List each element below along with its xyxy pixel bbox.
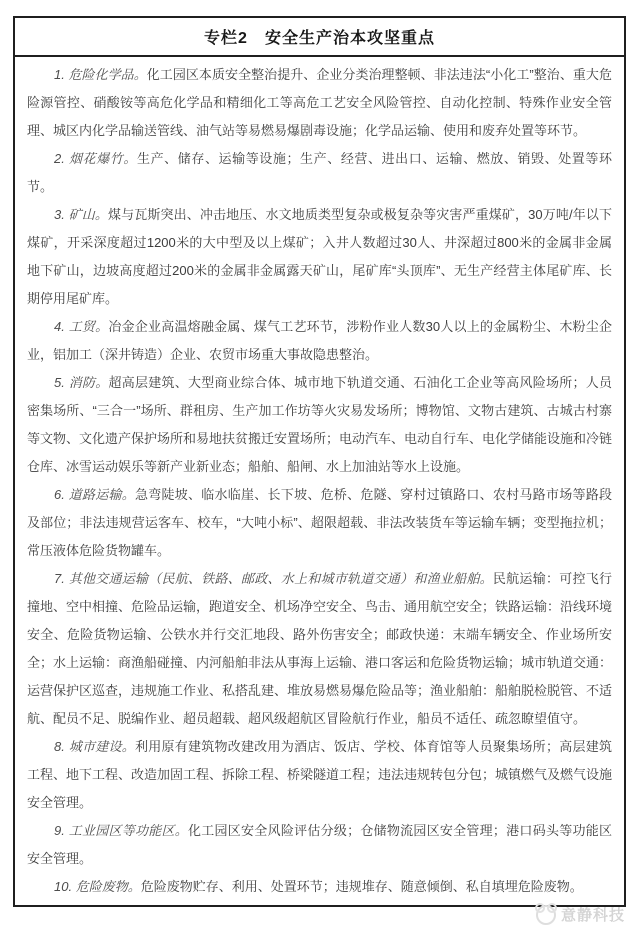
paragraph-category: 消防。 bbox=[68, 375, 109, 390]
paragraph-text: 民航运输：可控飞行撞地、空中相撞、危险品运输，跑道安全、机场净空安全、鸟击、通用航空安全；铁路运输：沿线环境安全、危险货物运输、公铁水并行交汇地段、路外伤害安全；邮政快递：末端车辆安全、作业场所安全；水上运输：商渔船碰撞、内河船舶非法从事海上运输、港口客运和危险货物运输；城市轨道交通：运营保护区巡查，违规施工作业、私搭乱建、堆放易燃易爆危险品等；渔业船舶：船舶脱检脱管、不适航、配员不足、脱编作业、超员超载、超风级超航区冒险航行作业，船员不适任、疏忽瞭望值守。 bbox=[27, 571, 613, 726]
watermark-logo-icon bbox=[536, 905, 556, 925]
paragraph-item bbox=[27, 817, 612, 873]
paragraph-number: 4. bbox=[54, 319, 65, 334]
paragraph-item bbox=[27, 733, 612, 817]
paragraph-text: 急弯陡坡、临水临崖、长下坡、危桥、危隧、穿村过镇路口、农村马路市场等路段及部位；非法违规营运客车、校车，“大吨小标”、超限超载、非法改装货车等运输车辆；变型拖拉机；常压液体危险货物罐车。 bbox=[27, 487, 612, 558]
paragraph-text: 危险废物贮存、利用、处置环节；违规堆存、随意倾倒、私自填埋危险废物。 bbox=[140, 879, 583, 894]
paragraph-number: 9. bbox=[54, 823, 65, 838]
paragraph-text: 生产、储存、运输等设施；生产、经营、进出口、运输、燃放、销毁、处置等环节。 bbox=[27, 151, 612, 194]
paragraph-category: 烟花爆竹。 bbox=[69, 151, 137, 166]
paragraph-number: 7. bbox=[54, 571, 65, 586]
paragraph-text: 化工园区安全风险评估分级；仓储物流园区安全管理；港口码头等功能区安全管理。 bbox=[27, 823, 612, 866]
paragraph-item bbox=[27, 145, 612, 201]
box-body bbox=[15, 57, 624, 905]
paragraph-text: 超高层建筑、大型商业综合体、城市地下轨道交通、石油化工企业等高风险场所；人员密集场所、“三合一”场所、群租房、生产加工作坊等火灾易发场所；博物馆、文物古建筑、古城古村寨等文物、文化遗产保护场所和易地扶贫搬迁安置场所；电动汽车、电动自行车、电化学储能设施和冷链仓库、冰雪运动娱乐等新产业新业态；船舶、船闸、水上加油站等水上设施。 bbox=[27, 375, 613, 474]
paragraph-number: 10. bbox=[54, 879, 73, 894]
paragraph-item bbox=[27, 565, 612, 733]
column-box bbox=[13, 16, 626, 907]
paragraph-text: 利用原有建筑物改建改用为酒店、饭店、学校、体育馆等人员聚集场所；高层建筑工程、地下工程、改造加固工程、拆除工程、桥梁隧道工程；违法违规转包分包；城镇燃气及燃气设施安全管理。 bbox=[27, 739, 613, 810]
paragraph-category: 危险废物。 bbox=[75, 879, 141, 894]
paragraph-category: 矿山。 bbox=[68, 207, 108, 222]
paragraph-item bbox=[27, 873, 612, 901]
paragraph-number: 2. bbox=[54, 151, 65, 166]
paragraph-item bbox=[27, 313, 612, 369]
paragraph-category: 危险化学品。 bbox=[68, 67, 147, 82]
paragraph-number: 1. bbox=[54, 67, 65, 82]
paragraph-category: 工贸。 bbox=[68, 319, 109, 334]
paragraph-number: 8. bbox=[54, 739, 65, 754]
watermark-text: 意静科技 bbox=[560, 907, 625, 924]
paragraph-text: 化工园区本质安全整治提升、企业分类治理整顿、非法违法“小化工”整治、重大危险源管控、硝酸铵等高危化学品和精细化工等高危工艺安全风险管控、自动化控制、特殊作业安全管理、城区内化学品输送管线、油气站等易燃易爆剧毒设施；化学品运输、使用和废弃处置等环节。 bbox=[27, 67, 612, 138]
paragraph-category: 其他交通运输（民航、铁路、邮政、水上和城市轨道交通）和渔业船舶。 bbox=[68, 571, 493, 586]
paragraph-item bbox=[27, 369, 612, 481]
paragraph-item bbox=[27, 481, 612, 565]
paragraph-text: 煤与瓦斯突出、冲击地压、水文地质类型复杂或极复杂等灾害严重煤矿，30万吨/年以下煤矿，开采深度超过1200米的大中型及以上煤矿；入井人数超过30人、井深超过800米的金属非金属地下矿山，边坡高度超过200米的金属非金属露天矿山，尾矿库“头顶库”、无生产经营主体尾矿库、长期停用尾矿库。 bbox=[27, 207, 612, 306]
paragraph-category: 城市建设。 bbox=[68, 739, 135, 754]
paragraph-text: 冶金企业高温熔融金属、煤气工艺环节，涉粉作业人数30人以上的金属粉尘、木粉尘企业，铝加工（深井铸造）企业、农贸市场重大事故隐患整治。 bbox=[27, 319, 612, 362]
watermark bbox=[536, 904, 625, 925]
paragraph-number: 3. bbox=[54, 207, 65, 222]
paragraph-number: 6. bbox=[54, 487, 65, 502]
paragraph-number: 5. bbox=[54, 375, 65, 390]
paragraph-category: 工业园区等功能区。 bbox=[68, 823, 189, 838]
paragraph-item bbox=[27, 201, 612, 313]
paragraph-category: 道路运输。 bbox=[68, 487, 135, 502]
box-title: 专栏2 安全生产治本攻坚重点 bbox=[15, 18, 624, 57]
paragraph-item bbox=[27, 61, 612, 145]
